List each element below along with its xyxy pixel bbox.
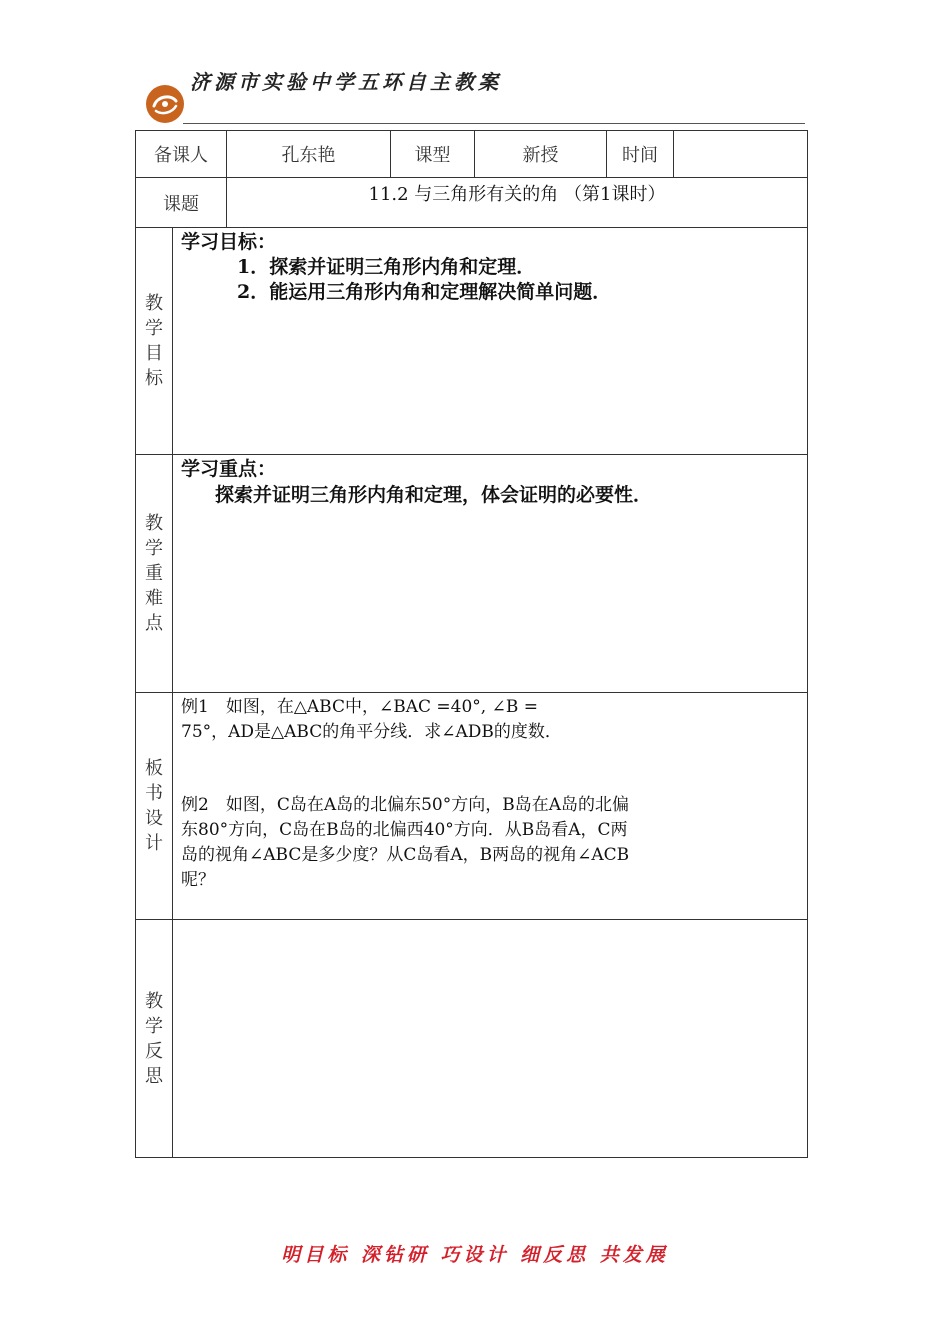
key-points-heading: 学习重点： (181, 458, 277, 480)
objectives-content (173, 228, 808, 455)
time-value (674, 131, 808, 178)
reflection-content (173, 920, 808, 1158)
footer-motto: 明目标 深钻研 巧设计 细反思 共发展 (281, 1244, 669, 1266)
label-char: 教 (145, 990, 163, 1012)
label-char: 书 (145, 783, 163, 804)
objective-item: 1．探索并证明三角形内角和定理． (237, 256, 536, 278)
topic-label: 课题 (136, 178, 227, 228)
key-points-content (173, 455, 808, 693)
reflection-row (136, 920, 808, 1158)
label-char: 反 (145, 1040, 163, 1062)
key-points-label (136, 455, 173, 693)
board-row (136, 693, 808, 920)
label-char: 板 (145, 758, 163, 779)
label-char: 学 (145, 1015, 163, 1037)
label-char: 设 (145, 808, 163, 829)
label-char: 目 (145, 343, 163, 364)
label-char: 学 (145, 538, 163, 559)
label-char: 重 (145, 563, 163, 584)
label-char: 计 (145, 833, 163, 854)
header-row (136, 131, 808, 178)
board-content (173, 693, 808, 920)
objectives-label (136, 228, 173, 455)
header-divider (183, 123, 805, 124)
header-title: 济源市实验中学五环自主教案 (190, 70, 502, 94)
label-char: 学 (145, 318, 163, 339)
label-char: 教 (145, 513, 163, 534)
label-char: 教 (145, 293, 163, 314)
objective-item: 2．能运用三角形内角和定理解决简单问题． (237, 281, 612, 303)
key-points-row (136, 455, 808, 693)
lesson-type-label: 课型 (391, 131, 475, 178)
lesson-plan-table (135, 130, 808, 1158)
label-char: 标 (145, 368, 163, 389)
lesson-type-value: 新授 (475, 131, 607, 178)
objectives-row (136, 228, 808, 455)
objectives-heading: 学习目标： (181, 231, 277, 253)
example-1: 例1 如图，在△ABC中，∠BAC =40°, ∠B = 75°，AD是△ABC的角平分线．求∠ADB的度数． (181, 697, 562, 742)
time-label: 时间 (607, 131, 674, 178)
preparer-value: 孔东艳 (227, 131, 391, 178)
board-label (136, 693, 173, 920)
label-char: 点 (145, 613, 163, 634)
key-points-text: 探索并证明三角形内角和定理，体会证明的必要性． (215, 484, 653, 506)
example-2: 例2 如图，C岛在A岛的北偏东50°方向，B岛在A岛的北偏东80°方向，C岛在B岛的北偏西40°方向．从B岛看A，C两岛的视角∠ABC是多少度？从C岛看A，B两岛的视角∠ACB呢？ (181, 795, 630, 890)
label-char: 难 (145, 588, 163, 609)
preparer-label: 备课人 (136, 131, 227, 178)
reflection-label (136, 920, 173, 1158)
label-char: 思 (145, 1065, 163, 1087)
topic-row (136, 178, 808, 228)
school-logo-icon (145, 84, 185, 124)
topic-value: 11.2 与三角形有关的角 （第1课时） (227, 178, 808, 228)
